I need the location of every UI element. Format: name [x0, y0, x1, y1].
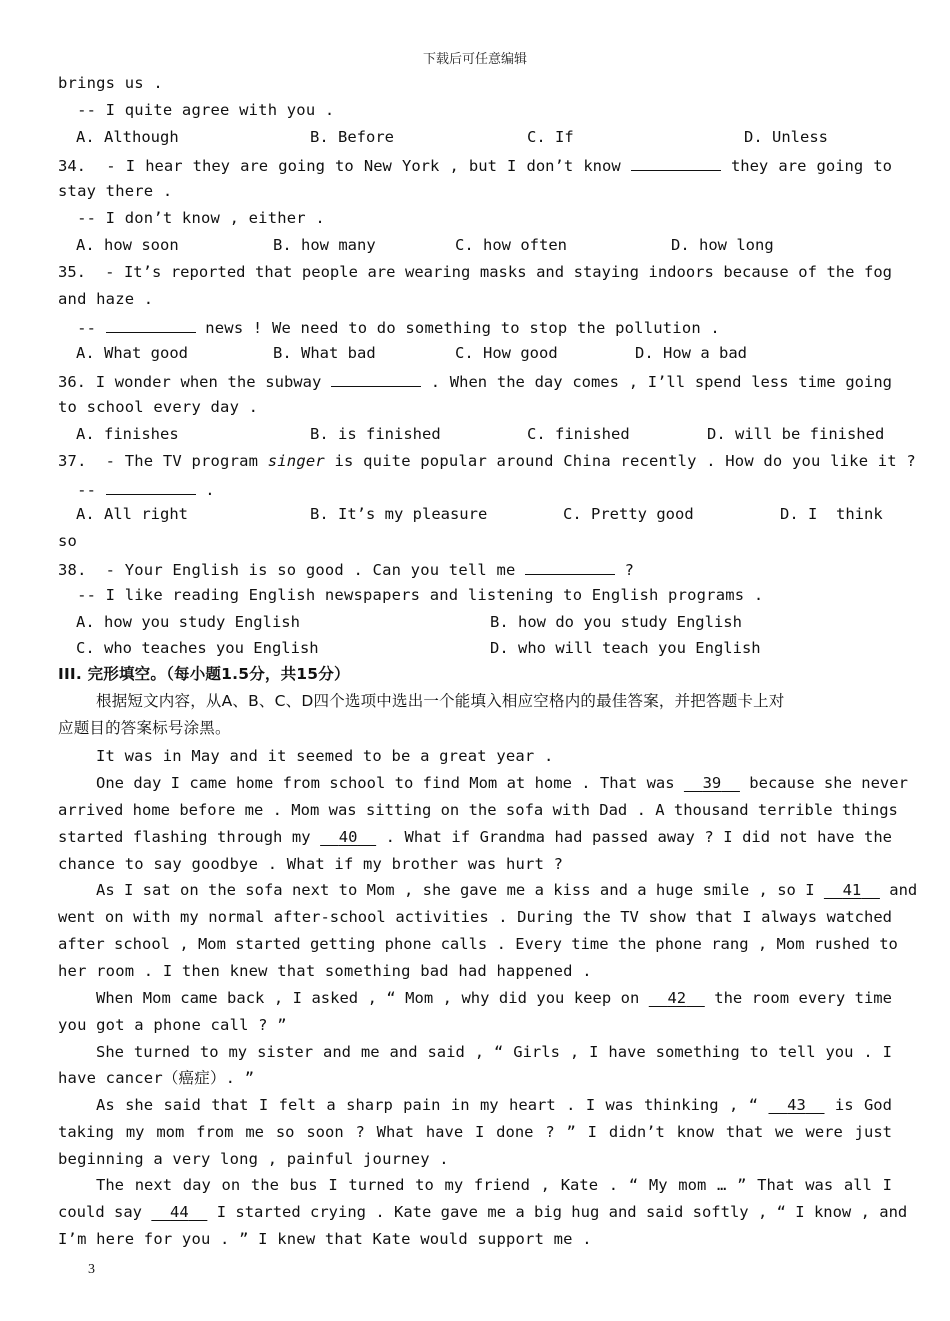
question-35: 35. - It’s reported that people are wearing masks and staying indoors because of the fog [58, 263, 892, 281]
passage-line: beginning a very long , painful journey . [58, 1150, 449, 1168]
text-line: -- news ! We need to do something to stop the pollution . [58, 316, 720, 338]
passage-line: She turned to my sister and me and said , “ Girls , I have something to tell you . I [96, 1043, 892, 1061]
text-line: so [58, 532, 78, 550]
answer-blank [106, 478, 196, 495]
passage-line: I’m here for you . ” I knew that Kate would support me . [58, 1230, 592, 1248]
option-b: B. It’s my pleasure [310, 505, 488, 523]
option-d: D. will be finished [707, 425, 885, 443]
option-d: D. Unless [744, 128, 828, 146]
option-d: D. I think [780, 505, 883, 523]
option-b: B. Before [310, 128, 394, 146]
passage-line: after school , Mom started getting phone calls . Every time the phone rang , Mom rushed to [58, 935, 898, 953]
option-d: D. How a bad [635, 344, 747, 362]
option-a: A. Although [76, 128, 179, 146]
blank-39: 39 [702, 774, 722, 792]
passage-line: The next day on the bus I turned to my friend , Kate . “ My mom … ” That was all I [96, 1176, 892, 1194]
passage-line: you got a phone call ? ” [58, 1016, 287, 1034]
passage-line: her room . I then knew that something bad had happened . [58, 962, 592, 980]
answer-blank [331, 370, 421, 387]
blank-43: 43 [787, 1096, 806, 1114]
instruction-line: 应题目的答案标号涂黑。 [58, 719, 231, 737]
page-header: 下载后可任意编辑 [422, 52, 527, 67]
passage-line: It was in May and it seemed to be a great year . [96, 747, 554, 765]
option-a: A. how soon [76, 236, 179, 254]
option-c: C. Pretty good [563, 505, 694, 523]
text-line: -- I don’t know , either . [58, 209, 325, 227]
option-a: A. finishes [76, 425, 179, 443]
option-b: B. how do you study English [490, 613, 742, 631]
option-c: C. If [527, 128, 574, 146]
page-number: 3 [88, 1262, 95, 1277]
question-38: 38. - Your English is so good . Can you tell me ? [58, 558, 634, 580]
passage-line: As I sat on the sofa next to Mom , she gave me a kiss and a huge smile , so I 41 and [96, 881, 918, 899]
blank-40: 40 [338, 828, 358, 846]
blank-41: 41 [842, 881, 862, 899]
passage-line: have cancer（癌症）. ” [58, 1069, 255, 1087]
passage-line: One day I came home from school to find Mom at home . That was 39 because she never [96, 774, 908, 792]
passage-line: started flashing through my 40 . What if Grandma had passed away ? I did not have the [58, 828, 892, 846]
option-c: C. who teaches you English [76, 639, 319, 657]
passage-line: As she said that I felt a sharp pain in my heart . I was thinking , “ 43 is God [96, 1096, 892, 1114]
option-c: C. How good [455, 344, 558, 362]
text-line: -- . [58, 478, 215, 500]
instruction-line: 根据短文内容，从A、B、C、D四个选项中选出一个能填入相应空格内的最佳答案，并把答题卡上对 [96, 692, 785, 710]
answer-blank [631, 154, 721, 171]
option-b: B. is finished [310, 425, 441, 443]
text-line: -- I like reading English newspapers and listening to English programs . [58, 586, 764, 604]
option-b: B. What bad [273, 344, 376, 362]
option-a: A. how you study English [76, 613, 300, 631]
option-a: A. All right [76, 505, 188, 523]
text-line: brings us . [58, 74, 163, 92]
question-37: 37. - The TV program singer is quite popular around China recently . How do you like it ? [58, 452, 916, 470]
text-line: to school every day . [58, 398, 259, 416]
passage-line: could say 44 I started crying . Kate gave me a big hug and said softly , “ I know , and [58, 1203, 908, 1221]
text-line: stay there . [58, 182, 173, 200]
option-d: D. how long [671, 236, 774, 254]
passage-line: taking my mom from me so soon ? What have I done ? ” I didn’t know that we were just [58, 1123, 892, 1141]
passage-line: went on with my normal after-school activities . During the TV show that I always watched [58, 908, 892, 926]
section-title: III. 完形填空。（每小题1.5分，共15分） [58, 665, 350, 683]
option-c: C. how often [455, 236, 567, 254]
option-a: A. What good [76, 344, 188, 362]
text-line: and haze . [58, 290, 154, 308]
passage-line: chance to say goodbye . What if my brother was hurt ? [58, 855, 564, 873]
passage-line: arrived home before me . Mom was sitting on the sofa with Dad . A thousand terrible things [58, 801, 898, 819]
answer-blank [525, 558, 615, 575]
question-34: 34. - I hear they are going to New York , but I don’t know they are going to [58, 154, 892, 176]
blank-44: 44 [170, 1203, 189, 1221]
answer-blank [106, 316, 196, 333]
option-b: B. how many [273, 236, 376, 254]
question-36: 36. I wonder when the subway . When the day comes , I’ll spend less time going [58, 370, 892, 392]
option-d: D. who will teach you English [490, 639, 761, 657]
option-c: C. finished [527, 425, 630, 443]
passage-line: When Mom came back , I asked , “ Mom , why did you keep on 42 the room every time [96, 989, 892, 1007]
text-line: -- I quite agree with you . [58, 101, 335, 119]
blank-42: 42 [667, 989, 687, 1007]
